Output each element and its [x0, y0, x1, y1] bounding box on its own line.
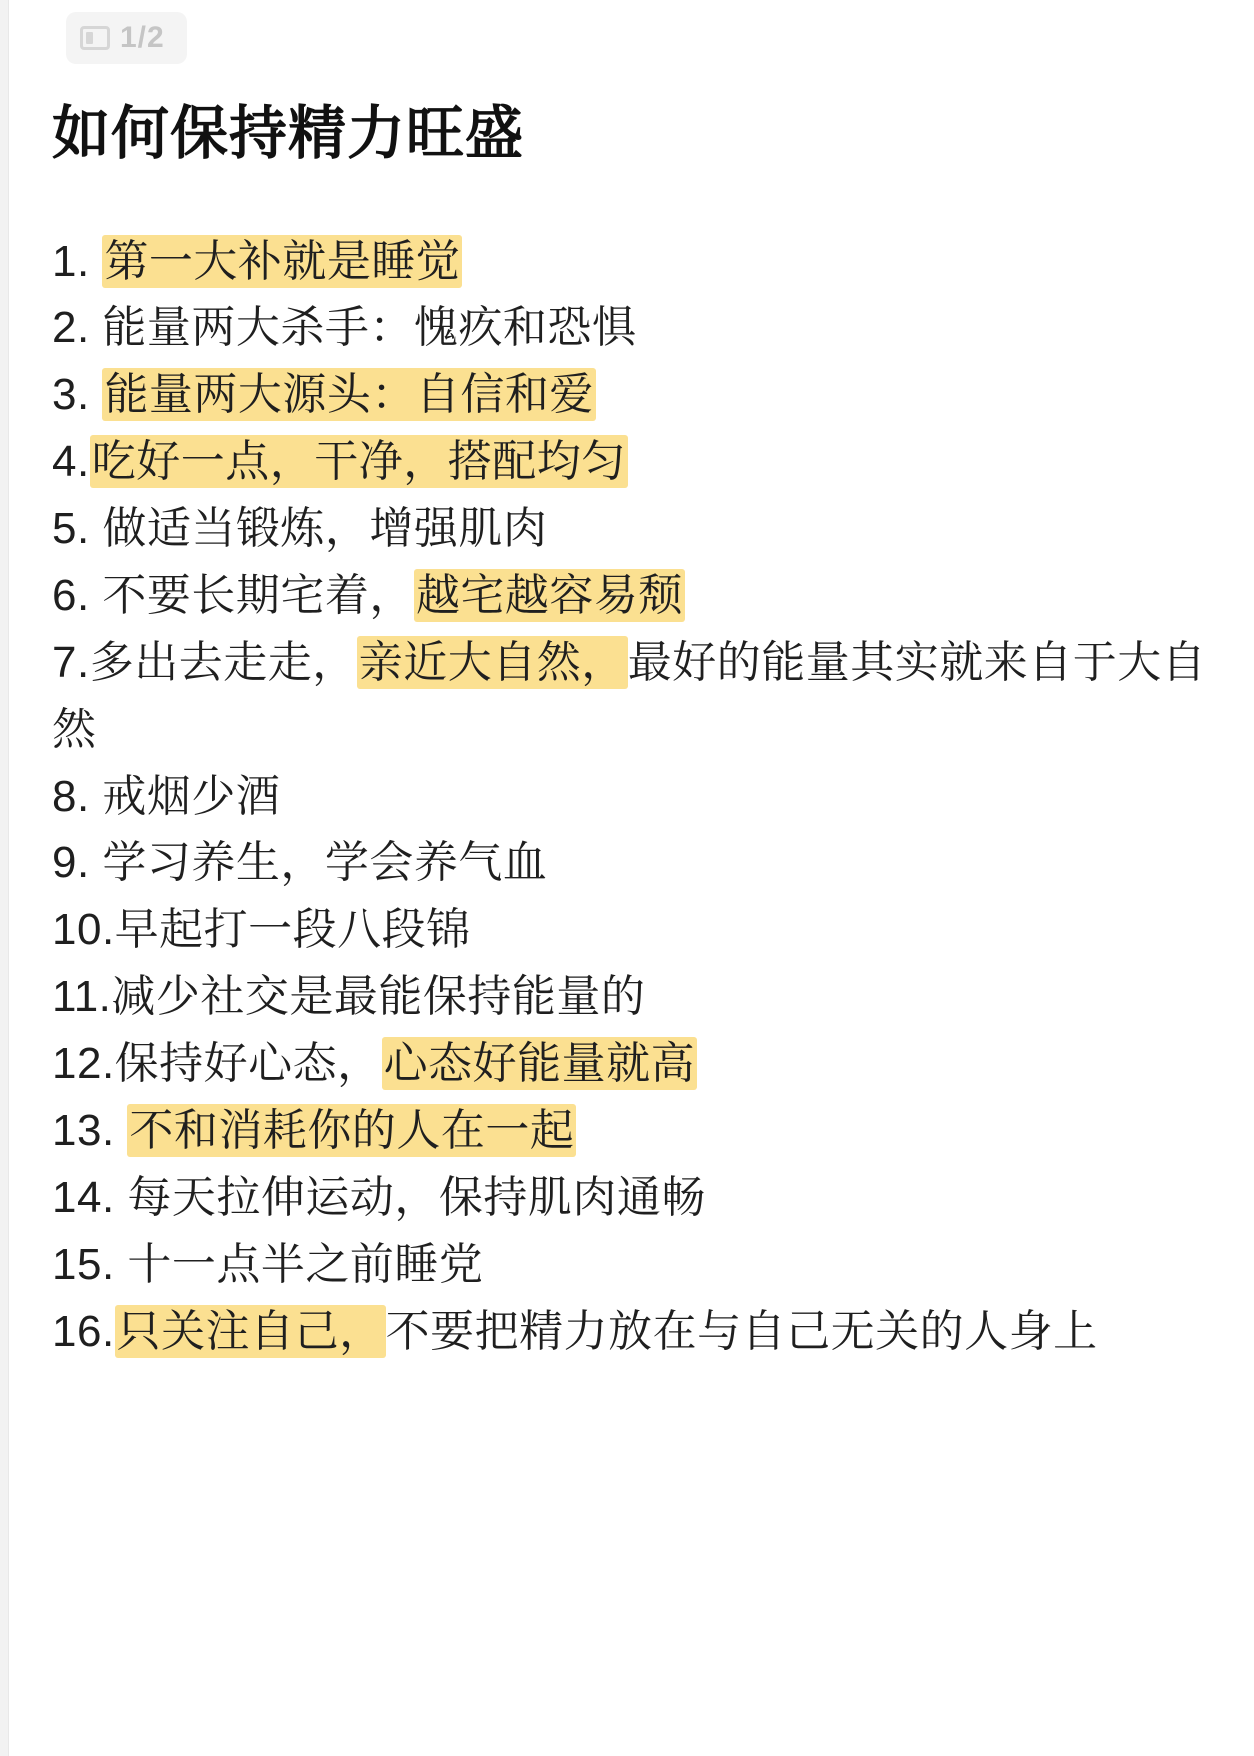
list-item — [52, 1098, 1220, 1165]
list-item-number: 13. — [52, 1105, 115, 1155]
highlighted-text: 亲近大自然， — [358, 637, 626, 687]
list-item — [52, 1031, 1220, 1098]
highlighted-text: 第一大补就是睡觉 — [104, 236, 461, 286]
list-item-text: 不要长期宅着， — [89, 570, 414, 620]
list-item-number: 6. — [52, 570, 90, 620]
list-item-number: 15. — [52, 1239, 115, 1289]
list-item-text: 不要把精力放在与自己无关的人身上 — [385, 1306, 1098, 1356]
list-item-text: 做适当锻炼，增强肌肉 — [89, 504, 548, 553]
highlighted-text: 越宅越容易颓 — [415, 570, 683, 620]
list-item — [52, 764, 1220, 831]
list-item — [52, 897, 1220, 964]
list-item-text: 每天拉伸运动，保持肌肉通畅 — [114, 1172, 706, 1222]
list-item-number: 10. — [52, 905, 115, 955]
list-item-text: 戒烟少酒 — [89, 771, 281, 821]
page-indicator-label: 1/2 — [120, 21, 165, 54]
list-item-text — [90, 370, 103, 419]
list-item-number: 4. — [52, 437, 90, 487]
list-item-text — [90, 237, 103, 286]
list-item — [52, 630, 1220, 764]
list-item — [52, 295, 1220, 362]
list-item-text: 保持好心态， — [114, 1039, 382, 1088]
list-item — [52, 964, 1220, 1031]
list-item-number: 11. — [52, 972, 112, 1022]
list-item-number: 2. — [52, 303, 90, 353]
list-item-number: 12. — [52, 1039, 115, 1088]
list-item-text: 十一点半之前睡党 — [114, 1239, 484, 1289]
list-item-number: 5. — [52, 504, 90, 553]
pages-icon — [80, 26, 110, 50]
list-item — [52, 362, 1220, 429]
list-item — [52, 429, 1220, 496]
list-item — [52, 830, 1220, 897]
highlighted-text: 心态好能量就高 — [383, 1039, 696, 1088]
list-item — [52, 1165, 1220, 1232]
list-item-text: 能量两大杀手：愧疚和恐惧 — [89, 303, 637, 353]
list-item — [52, 1232, 1220, 1299]
list-item-text: 多出去走走， — [89, 637, 357, 687]
list-item — [52, 563, 1220, 630]
list-item-number: 14. — [52, 1172, 115, 1222]
list-item-text — [115, 1106, 128, 1155]
list-item — [52, 496, 1220, 563]
highlighted-text: 不和消耗你的人在一起 — [129, 1105, 575, 1155]
list-item-text: 最好的能量其实就来自于大自然 — [52, 637, 1207, 754]
document-content — [8, 0, 1254, 1756]
list-item-text: 学习养生，学会养气血 — [89, 838, 548, 888]
list-item-number: 16. — [52, 1306, 115, 1356]
list-item-text: 减少社交是最能保持能量的 — [111, 972, 646, 1022]
list-item — [52, 229, 1220, 296]
list-item-number: 3. — [52, 370, 90, 420]
list-item-number: 9. — [52, 838, 90, 888]
page-indicator-chip — [66, 12, 187, 64]
highlighted-text: 吃好一点，干净，搭配均匀 — [91, 437, 626, 487]
tips-list — [52, 229, 1220, 1366]
page-title: 如何保持精力旺盛 — [52, 101, 525, 166]
list-item-number: 7. — [52, 637, 90, 687]
highlighted-text: 只关注自己， — [116, 1306, 384, 1356]
list-item — [52, 1299, 1220, 1366]
highlighted-text: 能量两大源头：自信和爱 — [104, 370, 594, 420]
list-item-number: 8. — [52, 771, 90, 821]
list-item-text: 早起打一段八段锦 — [114, 905, 471, 955]
list-item-number: 1. — [52, 236, 90, 286]
